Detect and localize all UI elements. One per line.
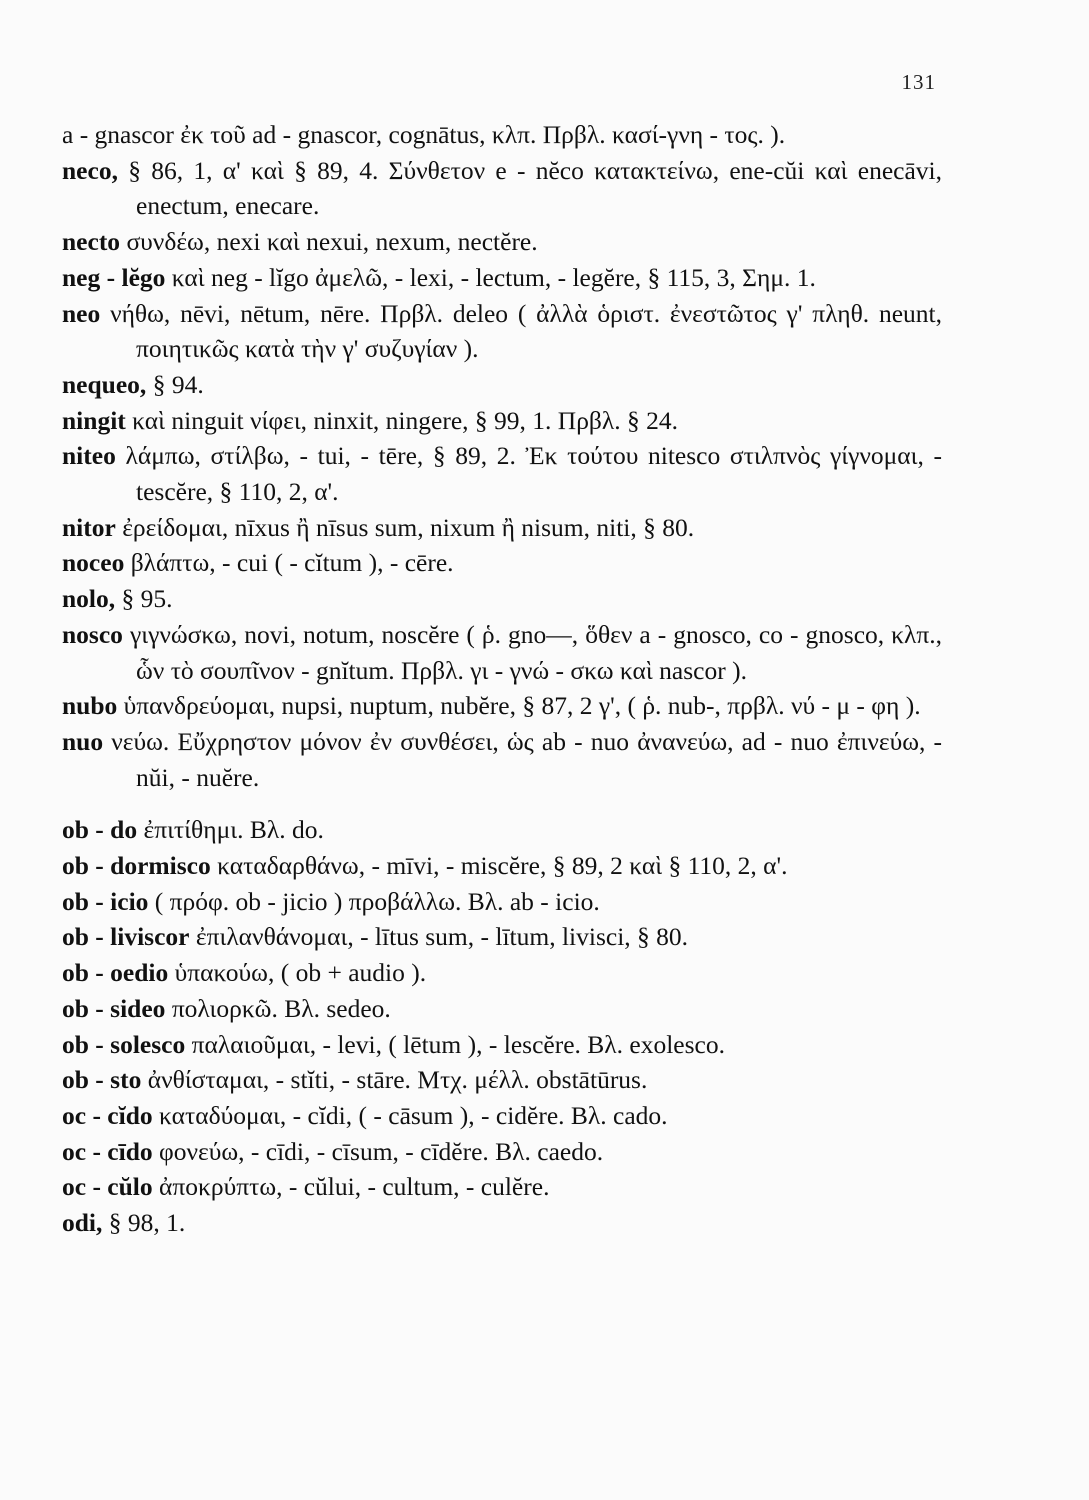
dictionary-entry	[62, 1027, 942, 1063]
dictionary-entry	[62, 991, 942, 1027]
entry-headword: nequeo,	[62, 369, 147, 399]
dictionary-entry	[62, 581, 942, 617]
entry-definition: καὶ neg - lĭgo ἀμελῶ, - lexi, - lectum, - legĕre, § 115, 3, Σημ. 1.	[171, 262, 816, 292]
entry-definition: ἀνθίσταμαι, - stĭti, - stāre. Μτχ. μέλλ. obstātūrus.	[147, 1065, 648, 1095]
entry-headword: ob - icio	[62, 886, 149, 916]
entry-headword: ob - oedio	[62, 958, 169, 988]
entry-definition: γιγνώσκω, novi, notum, noscĕre ( ῥ. gno—, ὅθεν a - gnosco, co - gnosco, κλπ., ὧν τὸ σουπῖνον - gnĭtum. Πρβλ. γι - γνώ - σκω καὶ nascor ).	[129, 619, 943, 685]
dictionary-entry	[62, 1205, 942, 1241]
dictionary-entry	[62, 296, 942, 367]
dictionary-entry	[62, 438, 942, 509]
entry-definition: ἐπιλανθάνομαι, - lītus sum, - lītum, livisci, § 80.	[195, 922, 689, 952]
entry-headword: niteo	[62, 441, 116, 471]
dictionary-entry	[62, 919, 942, 955]
entry-definition: ὑπακούω, ( ob + audio ).	[174, 958, 427, 988]
entry-headword: nubo	[62, 691, 118, 721]
entry-definition: καταδαρθάνω, - mīvi, - miscĕre, § 89, 2 καὶ § 110, 2, α'.	[217, 851, 788, 881]
dictionary-entry	[62, 153, 942, 224]
dictionary-entry	[62, 617, 942, 688]
entry-definition: νήθω, nēvi, nētum, nēre. Πρβλ. deleo ( ἀλλὰ ὁριστ. ἐνεστῶτος γ' πληθ. neunt, ποιητικῶς κατὰ τὴν γ' συζυγίαν ).	[110, 298, 943, 364]
entry-definition: a - gnascor ἐκ τοῦ ad - gnascor, cognātus, κλπ. Πρβλ. κασί-γνη - τος. ).	[62, 120, 786, 149]
entry-definition: § 98, 1.	[108, 1208, 186, 1238]
dictionary-entry	[62, 688, 942, 724]
entry-headword: nosco	[62, 619, 123, 649]
entry-definition: λάμπω, στίλβω, - tui, - tēre, § 89, 2. Ἐκ τούτου nitesco στιλπνὸς γίγνομαι, - tescĕre, § 110, 2, α'.	[125, 441, 943, 507]
entry-definition: § 95.	[121, 584, 173, 614]
entry-headword: neo	[62, 298, 101, 328]
entry-headword: odi,	[62, 1208, 103, 1238]
dictionary-entry	[62, 1098, 942, 1134]
dictionary-entry	[62, 884, 942, 920]
dictionary-entry	[62, 812, 942, 848]
entry-headword: neg - lĕgo	[62, 262, 166, 292]
dictionary-entry	[62, 403, 942, 439]
dictionary-entry	[62, 848, 942, 884]
entry-definition: καταδύομαι, - cĭdi, ( - cāsum ), - cidĕre. Βλ. cado.	[159, 1100, 668, 1130]
dictionary-entry	[62, 545, 942, 581]
entry-headword: ningit	[62, 405, 126, 435]
dictionary-entry	[62, 117, 942, 153]
dictionary-entry	[62, 1062, 942, 1098]
dictionary-entry	[62, 1134, 942, 1170]
entry-list	[62, 117, 942, 1241]
entry-definition: § 94.	[152, 369, 204, 399]
entry-definition: § 86, 1, α' καὶ § 89, 4. Σύνθετον e - nĕco κατακτείνω, ene-cŭi καὶ enecāvi, enectum, enecare.	[128, 155, 942, 221]
entry-headword: oc - cĭdo	[62, 1100, 153, 1130]
entry-headword: oc - cīdo	[62, 1136, 153, 1166]
entry-headword: ob - liviscor	[62, 922, 190, 952]
entry-headword: nitor	[62, 512, 116, 542]
entry-headword: oc - cŭlo	[62, 1172, 153, 1202]
entry-definition: συνδέω, nexi καὶ nexui, nexum, nectĕre.	[126, 227, 538, 257]
entry-headword: noceo	[62, 548, 125, 578]
entry-definition: βλάπτω, - cui ( - cĭtum ), - cēre.	[130, 548, 454, 578]
entry-definition: παλαιοῦμαι, - levi, ( lētum ), - lescĕre. Βλ. exolesco.	[191, 1029, 725, 1059]
entry-definition: ( πρόφ. ob - jicio ) προβάλλω. Βλ. ab - icio.	[154, 886, 600, 916]
dictionary-entry	[62, 224, 942, 260]
entry-headword: ob - do	[62, 815, 138, 845]
entry-definition: ἐπιτίθημι. Βλ. do.	[143, 815, 324, 845]
entry-definition: πολιορκῶ. Βλ. sedeo.	[171, 993, 391, 1023]
page-number: 131	[901, 70, 936, 94]
entry-headword: nuo	[62, 726, 104, 756]
entry-headword: ob - sto	[62, 1065, 142, 1095]
entry-definition: καὶ ninguit νίφει, ninxit, ningere, § 99, 1. Πρβλ. § 24.	[132, 405, 679, 435]
entry-headword: neco,	[62, 155, 118, 185]
dictionary-entry	[62, 260, 942, 296]
entry-definition: νεύω. Εὔχρηστον μόνον ἐν συνθέσει, ὡς ab - nuo ἀνανεύω, ad - nuo ἐπινεύω, - nŭi, - nuĕre.	[111, 726, 943, 792]
dictionary-entry	[62, 1169, 942, 1205]
entry-headword: ob - solesco	[62, 1029, 186, 1059]
dictionary-entry	[62, 367, 942, 403]
entry-definition: ἀποκρύπτω, - cŭlui, - cultum, - culĕre.	[159, 1172, 550, 1202]
entry-definition: ὑπανδρεύομαι, nupsi, nuptum, nubĕre, § 87, 2 γ', ( ῥ. nub-, πρβλ. νύ - μ - φη ).	[123, 691, 921, 721]
dictionary-entry	[62, 955, 942, 991]
entry-definition: φονεύω, - cīdi, - cīsum, - cīdĕre. Βλ. caedo.	[159, 1136, 604, 1166]
dictionary-entry	[62, 724, 942, 795]
entry-headword: ob - sideo	[62, 993, 166, 1023]
entry-headword: necto	[62, 227, 121, 257]
entry-headword: nolo,	[62, 584, 116, 614]
entry-headword: ob - dormisco	[62, 851, 211, 881]
entry-definition: ἐρείδομαι, nīxus ἢ nīsus sum, nixum ἢ nisum, niti, § 80.	[122, 512, 695, 542]
dictionary-entry	[62, 510, 942, 546]
